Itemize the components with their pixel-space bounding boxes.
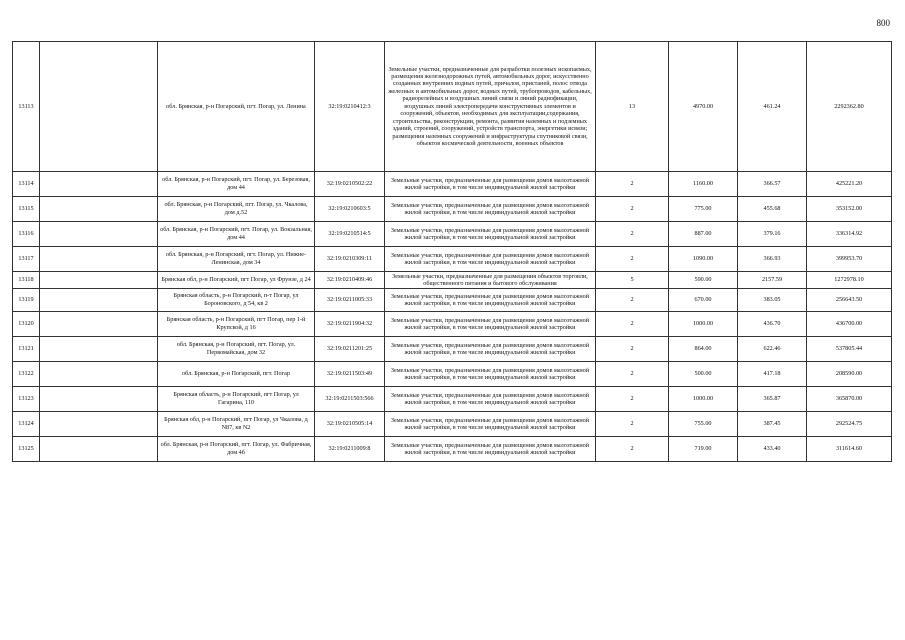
empty-cell: [40, 247, 158, 272]
area-cell: 1090.00: [669, 247, 738, 272]
empty-cell: [40, 42, 158, 172]
rate-cell: 433.40: [738, 437, 807, 462]
value-cell: 436700.00: [807, 312, 892, 337]
address-cell: обл. Брянская, р-н Погарский, пгт. Погар, ул. Вокзальная, дом 44: [158, 222, 315, 247]
land-purpose-cell: Земельные участки, предназначенные для размещения домов малоэтажной жилой застройки, в том числе индивидуальной жилой застройки: [385, 289, 596, 312]
cadastral-number-cell: 32:19:0211904:32: [315, 312, 385, 337]
land-purpose-cell: Земельные участки, предназначенные для размещения домов малоэтажной жилой застройки, в том числе индивидуальной жилой застройки: [385, 247, 596, 272]
group-cell: 2: [596, 172, 669, 197]
table-row: [13, 272, 892, 289]
cadastral-number-cell: 32:19:0211009:8: [315, 437, 385, 462]
land-purpose-cell: Земельные участки, предназначенные для размещения домов малоэтажной жилой застройки, в том числе индивидуальной жилой застройки: [385, 437, 596, 462]
value-cell: 537805.44: [807, 337, 892, 362]
empty-cell: [40, 272, 158, 289]
value-cell: 2292362.80: [807, 42, 892, 172]
land-purpose-cell: Земельные участки, предназначенные для размещения объектов торговли, общественного питания и бытового обслуживания: [385, 272, 596, 289]
address-cell: Брянская обл, р-н Погарский, пгт Погар, ул Чкалова, д N87, кв N2: [158, 412, 315, 437]
address-cell: Брянская область, р-н Погарский, пгт Погар, пер 1-й Крупской, д 16: [158, 312, 315, 337]
value-cell: 353152.00: [807, 197, 892, 222]
empty-cell: [40, 312, 158, 337]
address-cell: обл. Брянская, р-н Погарский, пгт. Погар, ул. Фабричная, дом 4б: [158, 437, 315, 462]
empty-cell: [40, 362, 158, 387]
empty-cell: [40, 222, 158, 247]
row-id: 13116: [13, 222, 40, 247]
rate-cell: 436.70: [738, 312, 807, 337]
row-id: 13123: [13, 387, 40, 412]
address-cell: обл. Брянская, р-н Погарский, пгт. Погар, ул. Нижне-Ленинская, дом 34: [158, 247, 315, 272]
address-cell: обл. Брянская, р-н Погарский, пгт. Погар, ул. Ленина: [158, 42, 315, 172]
empty-cell: [40, 197, 158, 222]
row-id: 13121: [13, 337, 40, 362]
address-cell: обл. Брянская, р-н Погарский, пгт. Погар: [158, 362, 315, 387]
address-cell: Брянская область, р-н Погарский, пгт Погар, ул Гагарина, 110: [158, 387, 315, 412]
address-cell: обл. Брянская, р-н Погарский, пгт. Погар, ул. Первомайская, дом 32: [158, 337, 315, 362]
group-cell: 2: [596, 197, 669, 222]
group-cell: 2: [596, 362, 669, 387]
cadastral-number-cell: 32:19:0211503:566: [315, 387, 385, 412]
cadastral-number-cell: 32:19:0210412:3: [315, 42, 385, 172]
rate-cell: 366.93: [738, 247, 807, 272]
empty-cell: [40, 437, 158, 462]
area-cell: 670.00: [669, 289, 738, 312]
value-cell: 311614.60: [807, 437, 892, 462]
row-id: 13120: [13, 312, 40, 337]
row-id: 13122: [13, 362, 40, 387]
land-purpose-cell: Земельные участки, предназначенные для размещения домов малоэтажной жилой застройки, в том числе индивидуальной жилой застройки: [385, 387, 596, 412]
group-cell: 2: [596, 412, 669, 437]
row-id: 13125: [13, 437, 40, 462]
empty-cell: [40, 172, 158, 197]
land-purpose-cell: Земельные участки, предназначенные для размещения домов малоэтажной жилой застройки, в том числе индивидуальной жилой застройки: [385, 197, 596, 222]
group-cell: 2: [596, 312, 669, 337]
cadastral-number-cell: 32:19:0210502:22: [315, 172, 385, 197]
empty-cell: [40, 387, 158, 412]
value-cell: 365870.00: [807, 387, 892, 412]
empty-cell: [40, 289, 158, 312]
area-cell: 590.00: [669, 272, 738, 289]
value-cell: 425221.20: [807, 172, 892, 197]
table-row: [13, 247, 892, 272]
address-cell: Брянская обл, р-н Погарский, пгт Погар, ул Фрунзе, д 24: [158, 272, 315, 289]
row-id: 13117: [13, 247, 40, 272]
area-cell: 775.00: [669, 197, 738, 222]
area-cell: 1000.00: [669, 387, 738, 412]
cadastral-number-cell: 32:19:0210505:14: [315, 412, 385, 437]
table-row: [13, 312, 892, 337]
group-cell: 2: [596, 337, 669, 362]
rate-cell: 417.18: [738, 362, 807, 387]
cadastral-number-cell: 32:19:0211005:33: [315, 289, 385, 312]
land-purpose-cell: Земельные участки, предназначенные для размещения домов малоэтажной жилой застройки, в том числе индивидуальной жилой застройки: [385, 362, 596, 387]
group-cell: 2: [596, 437, 669, 462]
cadastral-number-cell: 32:19:0210309:11: [315, 247, 385, 272]
empty-cell: [40, 412, 158, 437]
area-cell: 1000.00: [669, 312, 738, 337]
row-id: 13113: [13, 42, 40, 172]
rate-cell: 366.57: [738, 172, 807, 197]
cadastral-number-cell: 32:19:0211503:49: [315, 362, 385, 387]
value-cell: 256643.50: [807, 289, 892, 312]
cadastral-value-table: [12, 41, 892, 462]
group-cell: 2: [596, 222, 669, 247]
row-id: 13119: [13, 289, 40, 312]
value-cell: 336314.92: [807, 222, 892, 247]
cadastral-number-cell: 32:19:0210409:46: [315, 272, 385, 289]
land-purpose-cell: Земельные участки, предназначенные для размещения домов малоэтажной жилой застройки, в том числе индивидуальной жилой застройки: [385, 222, 596, 247]
page-number: 800: [876, 18, 890, 28]
rate-cell: 383.05: [738, 289, 807, 312]
land-purpose-cell: Земельные участки, предназначенные для размещения домов малоэтажной жилой застройки, в том числе индивидуальной жилой застройки: [385, 172, 596, 197]
rate-cell: 387.45: [738, 412, 807, 437]
area-cell: 719.00: [669, 437, 738, 462]
table-row: [13, 337, 892, 362]
group-cell: 5: [596, 272, 669, 289]
table-row: [13, 289, 892, 312]
table-row: [13, 437, 892, 462]
area-cell: 864.00: [669, 337, 738, 362]
area-cell: 500.00: [669, 362, 738, 387]
land-purpose-cell: Земельные участки, предназначенные для размещения домов малоэтажной жилой застройки, в том числе индивидуальной жилой застройки: [385, 412, 596, 437]
group-cell: 13: [596, 42, 669, 172]
area-cell: 755.00: [669, 412, 738, 437]
table-row: [13, 362, 892, 387]
row-id: 13114: [13, 172, 40, 197]
area-cell: 887.00: [669, 222, 738, 247]
group-cell: 2: [596, 387, 669, 412]
rate-cell: 461.24: [738, 42, 807, 172]
rate-cell: 622.46: [738, 337, 807, 362]
rate-cell: 379.16: [738, 222, 807, 247]
table-row: [13, 197, 892, 222]
cadastral-number-cell: 32:19:0210603:5: [315, 197, 385, 222]
table-row: [13, 172, 892, 197]
row-id: 13115: [13, 197, 40, 222]
cadastral-number-cell: 32:19:0211201:25: [315, 337, 385, 362]
value-cell: 1272978.10: [807, 272, 892, 289]
table-row: [13, 387, 892, 412]
address-cell: обл. Брянская, р-н Погарский, пгт. Погар, ул. Березовая, дом 44: [158, 172, 315, 197]
address-cell: обл. Брянская, р-н Погарский, пгт. Погар, ул. Чкалова, дом д.52: [158, 197, 315, 222]
table-row: [13, 222, 892, 247]
rate-cell: 365.87: [738, 387, 807, 412]
value-cell: 208590.00: [807, 362, 892, 387]
value-cell: 399953.70: [807, 247, 892, 272]
land-purpose-cell: Земельные участки, предназначенные для разработки полезных ископаемых, размещения железнодорожных путей, автомобильных дорог, искусственно созданных внутренних водных путей, причалов, пристаней, полос отвода железных и автомобильных дорог, водных путей, трубопроводов, кабельных, радиорелейных и воздушных линий связи и линий радиофикации, воздушных линий электропередачи конструктивных элементов и сооружений, объектов, необходимых для эксплуатации,содержания, строительства, реконструкции, ремонта, развития наземных и подземных зданий, строений, сооружений, устройств транспорта, энергетики исвязи; размещения наземных сооружений и инфраструктуры спутниковой связи, объектов космической деятельности, военных объектов: [385, 42, 596, 172]
rate-cell: 2157.59: [738, 272, 807, 289]
area-cell: 4970.00: [669, 42, 738, 172]
land-purpose-cell: Земельные участки, предназначенные для размещения домов малоэтажной жилой застройки, в том числе индивидуальной жилой застройки: [385, 312, 596, 337]
group-cell: 2: [596, 289, 669, 312]
empty-cell: [40, 337, 158, 362]
row-id: 13118: [13, 272, 40, 289]
cadastral-number-cell: 32:19:0210514:5: [315, 222, 385, 247]
table-row: [13, 412, 892, 437]
land-purpose-cell: Земельные участки, предназначенные для размещения домов малоэтажной жилой застройки, в том числе индивидуальной жилой застройки: [385, 337, 596, 362]
group-cell: 2: [596, 247, 669, 272]
table-row: [13, 42, 892, 172]
rate-cell: 455.68: [738, 197, 807, 222]
row-id: 13124: [13, 412, 40, 437]
address-cell: Брянская область, р-н Погарский, п-т Погар, ул Бороновского, д 54, кв 2: [158, 289, 315, 312]
area-cell: 1160.00: [669, 172, 738, 197]
value-cell: 292524.75: [807, 412, 892, 437]
